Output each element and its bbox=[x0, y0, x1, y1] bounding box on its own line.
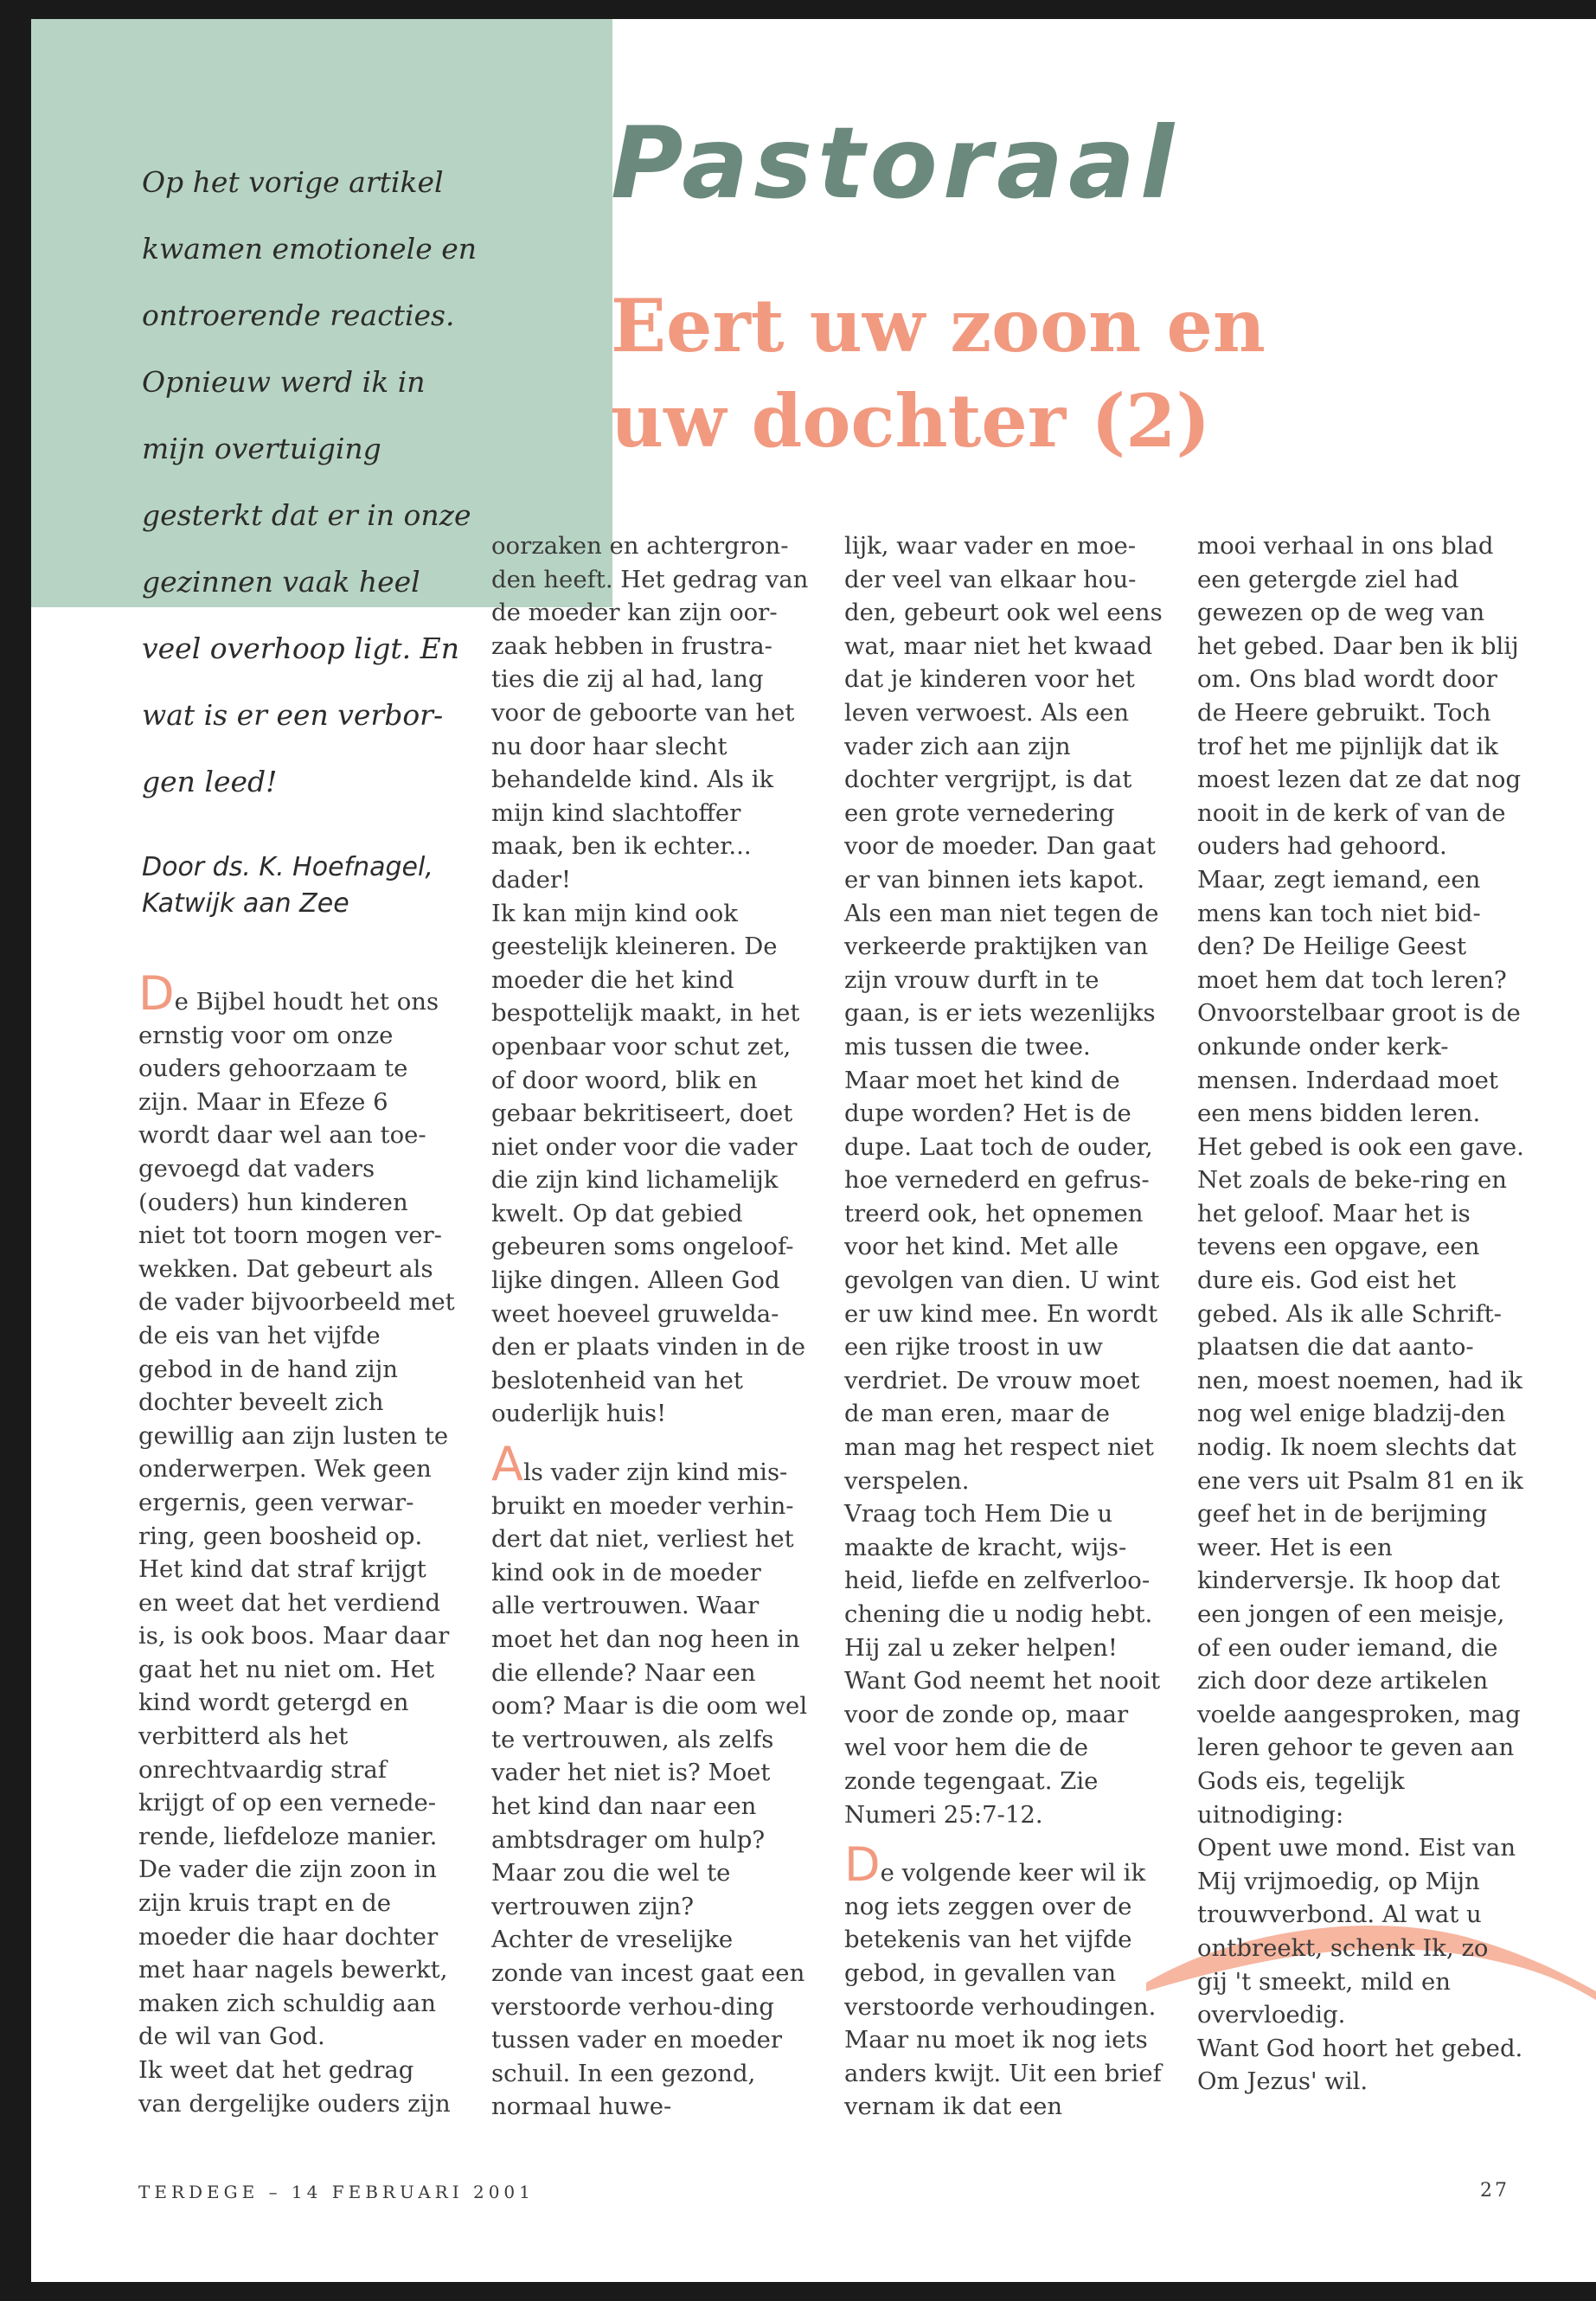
article-column-1 bbox=[138, 966, 458, 2120]
intro-line: gen leed! bbox=[142, 765, 278, 798]
intro-line: veel overhoop ligt. En bbox=[142, 631, 459, 665]
paragraph: oorzaken en achtergron-den heeft. Het gedrag van de moeder kan zijn oor-zaak hebben in frustra-ties die zij al had, lang voor de geboorte van het nu door haar slecht behandelde kind. Als ik mijn kind slachtoffer maak, ben ik echter... dader! bbox=[491, 532, 809, 894]
intro-line: kwamen emotionele en bbox=[142, 232, 477, 266]
article-column-4 bbox=[1197, 529, 1526, 2099]
paragraph: Achter de vreselijke zonde van incest gaat een verstoorde verhou-ding tussen vader en moeder schuil. In een gezond, normaal huwe- bbox=[491, 1926, 805, 2121]
paragraph-text: e volgende keer wil ik nog iets zeggen over de betekenis van het vijfde gebod, in gevallen van verstoorde verhoudingen. Maar nu moet ik nog iets anders kwijt. Uit een brief vernam ik dat een bbox=[844, 1859, 1162, 2121]
author-byline bbox=[142, 849, 505, 922]
paragraph bbox=[491, 1437, 811, 1923]
paragraph bbox=[844, 1837, 1164, 2124]
paragraph bbox=[138, 966, 458, 2054]
intro-line: Op het vorige artikel bbox=[142, 165, 444, 199]
headline-line-2: uw dochter (2) bbox=[611, 378, 1211, 464]
drop-cap: A bbox=[491, 1437, 523, 1492]
magazine-page bbox=[31, 19, 1596, 2282]
footer-publication: TERDEGE – 14 FEBRUARI 2001 bbox=[138, 2182, 535, 2202]
paragraph: lijk, waar vader en moe-der veel van elkaar hou-den, gebeurt ook wel eens wat, maar niet het kwaad dat je kinderen voor het leven verwoest. Als een vader zich aan zijn dochter vergrijpt, is dat een grote vernedering voor de moeder. Dan gaat er van binnen iets kapot. Als een man niet tegen de verkeerde praktijken van zijn vrouw durft in te gaan, is er iets wezenlijks mis tussen die twee. bbox=[844, 532, 1163, 1061]
intro-line: ontroerende reacties. bbox=[142, 298, 455, 332]
paragraph: Ik weet dat het gedrag van dergelijke ouders zijn bbox=[138, 2056, 451, 2118]
section-kicker: Pastoraal bbox=[611, 106, 1180, 221]
intro-line: mijn overtuiging bbox=[142, 432, 381, 465]
page-number: 27 bbox=[1480, 2180, 1509, 2202]
paragraph: Maar, zegt iemand, een mens kan toch niet bid-den? De Heilige Geest moet hem dat toch leren? Onvoorstelbaar groot is de onkunde onder kerk-mensen. Inderdaad moet een mens bidden leren. Het gebed is ook een gave. Net zoals de beke-ring en het geloof. Maar het is tevens een opgave, een dure eis. God eist het gebed. Als ik alle Schrift-plaatsen die dat aanto-nen, moest noemen, had ik nog wel enige bladzij-den nodig. Ik noem slechts dat ene vers uit Psalm 81 en ik geef het in de berijming weer. Het is een kinderversje. Ik hoop dat een jongen of een meisje, of een ouder iemand, die zich door deze artikelen voelde aangesproken, mag leren gehoor te geven aan Gods eis, tegelijk uitnodiging: bbox=[1197, 865, 1524, 1829]
intro-line: wat is er een verbor- bbox=[142, 698, 444, 732]
drop-cap: D bbox=[844, 1837, 881, 1893]
paragraph: Want God hoort het gebed. Om Jezus' wil. bbox=[1197, 2034, 1523, 2096]
paragraph-text: e Bijbel houdt het ons ernstig voor om onze ouders gehoorzaam te zijn. Maar in Efeze 6 wordt daar wel aan toe-gevoegd dat vaders (ouders) hun kinderen niet tot toorn mogen ver-wekken. Dat gebeurt als de vader bijvoorbeeld met de eis van het vijfde gebod in de hand zijn dochter beveelt zich gewillig aan zijn lusten te onderwerpen. Wek geen ergernis, geen verwar-ring, geen boosheid op. Het kind dat straf krijgt en weet dat het verdiend is, is ook boos. Maar daar gaat het nu niet om. Het kind wordt getergd en verbitterd als het onrechtvaardig straf krijgt of op een vernede-rende, liefdeloze manier. De vader die zijn zoon in zijn kruis trapt en de moeder die haar dochter met haar nagels bewerkt, maken zich schuldig aan de wil van God. bbox=[138, 988, 455, 2051]
drop-cap: D bbox=[138, 966, 175, 1021]
paragraph: Maar moet het kind de dupe worden? Het is de dupe. Laat toch de ouder, hoe vernederd en gefrus-treerd ook, het opnemen voor het kind. Met alle gevolgen van dien. U wint er uw kind mee. En wordt een rijke troost in uw verdriet. De vrouw moet de man eren, maar de man mag het respect niet verspelen. bbox=[844, 1066, 1160, 1495]
paragraph-text: ls vader zijn kind mis-bruikt en moeder verhin-dert dat niet, verliest het kind ook in de moeder alle vertrouwen. Waar moet het dan nog heen in die ellende? Naar een oom? Maar is die oom wel te vertrouwen, als zelfs vader het niet is? Moet het kind dan naar een ambtsdrager om hulp? Maar zou die wel te vertrouwen zijn? bbox=[491, 1458, 808, 1920]
article-column-2 bbox=[491, 529, 811, 2124]
intro-line: gezinnen vaak heel bbox=[142, 565, 420, 599]
byline-line-1: Door ds. K. Hoefnagel, bbox=[142, 852, 433, 882]
headline-line-1: Eert uw zoon en bbox=[611, 283, 1266, 369]
paragraph: Vraag toch Hem Die u maakte de kracht, wijs-heid, liefde en zelfverloo-chening die u nodig hebt. Hij zal u zeker helpen! Want God neemt het nooit voor de zonde op, maar wel voor hem die de zonde tegengaat. Zie Numeri 25:7-12. bbox=[844, 1500, 1161, 1829]
intro-line: Opnieuw werd ik in bbox=[142, 365, 426, 399]
intro-text bbox=[142, 149, 488, 815]
article-column-3 bbox=[844, 529, 1164, 2124]
intro-line: gesterkt dat er in onze bbox=[142, 498, 471, 532]
psalm-verse: Opent uwe mond. Eist van Mij vrijmoedig, op Mijn trouwverbond. Al wat u ontbreekt, schenk Ik, zo gij 't smeekt, mild en overvloedig. bbox=[1197, 1834, 1516, 2029]
paragraph: Ik kan mijn kind ook geestelijk kleineren. De moeder die het kind bespottelijk maakt, in het openbaar voor schut zet, of door woord, blik en gebaar bekritiseert, doet niet onder voor die vader die zijn kind lichamelijk kwelt. Op dat gebied gebeuren soms ongeloof-lijke dingen. Alleen God weet hoeveel gruwelda-den er plaats vinden in de beslotenheid van het ouderlijk huis! bbox=[491, 899, 806, 1428]
article-headline bbox=[611, 279, 1389, 469]
byline-line-2: Katwijk aan Zee bbox=[142, 888, 349, 919]
paragraph: mooi verhaal in ons blad een getergde ziel had gewezen op de weg van het gebed. Daar ben ik blij om. Ons blad wordt door de Heere gebruikt. Toch trof het me pijnlijk dat ik moest lezen dat ze dat nog nooit in de kerk of van de ouders had gehoord. bbox=[1197, 532, 1522, 861]
